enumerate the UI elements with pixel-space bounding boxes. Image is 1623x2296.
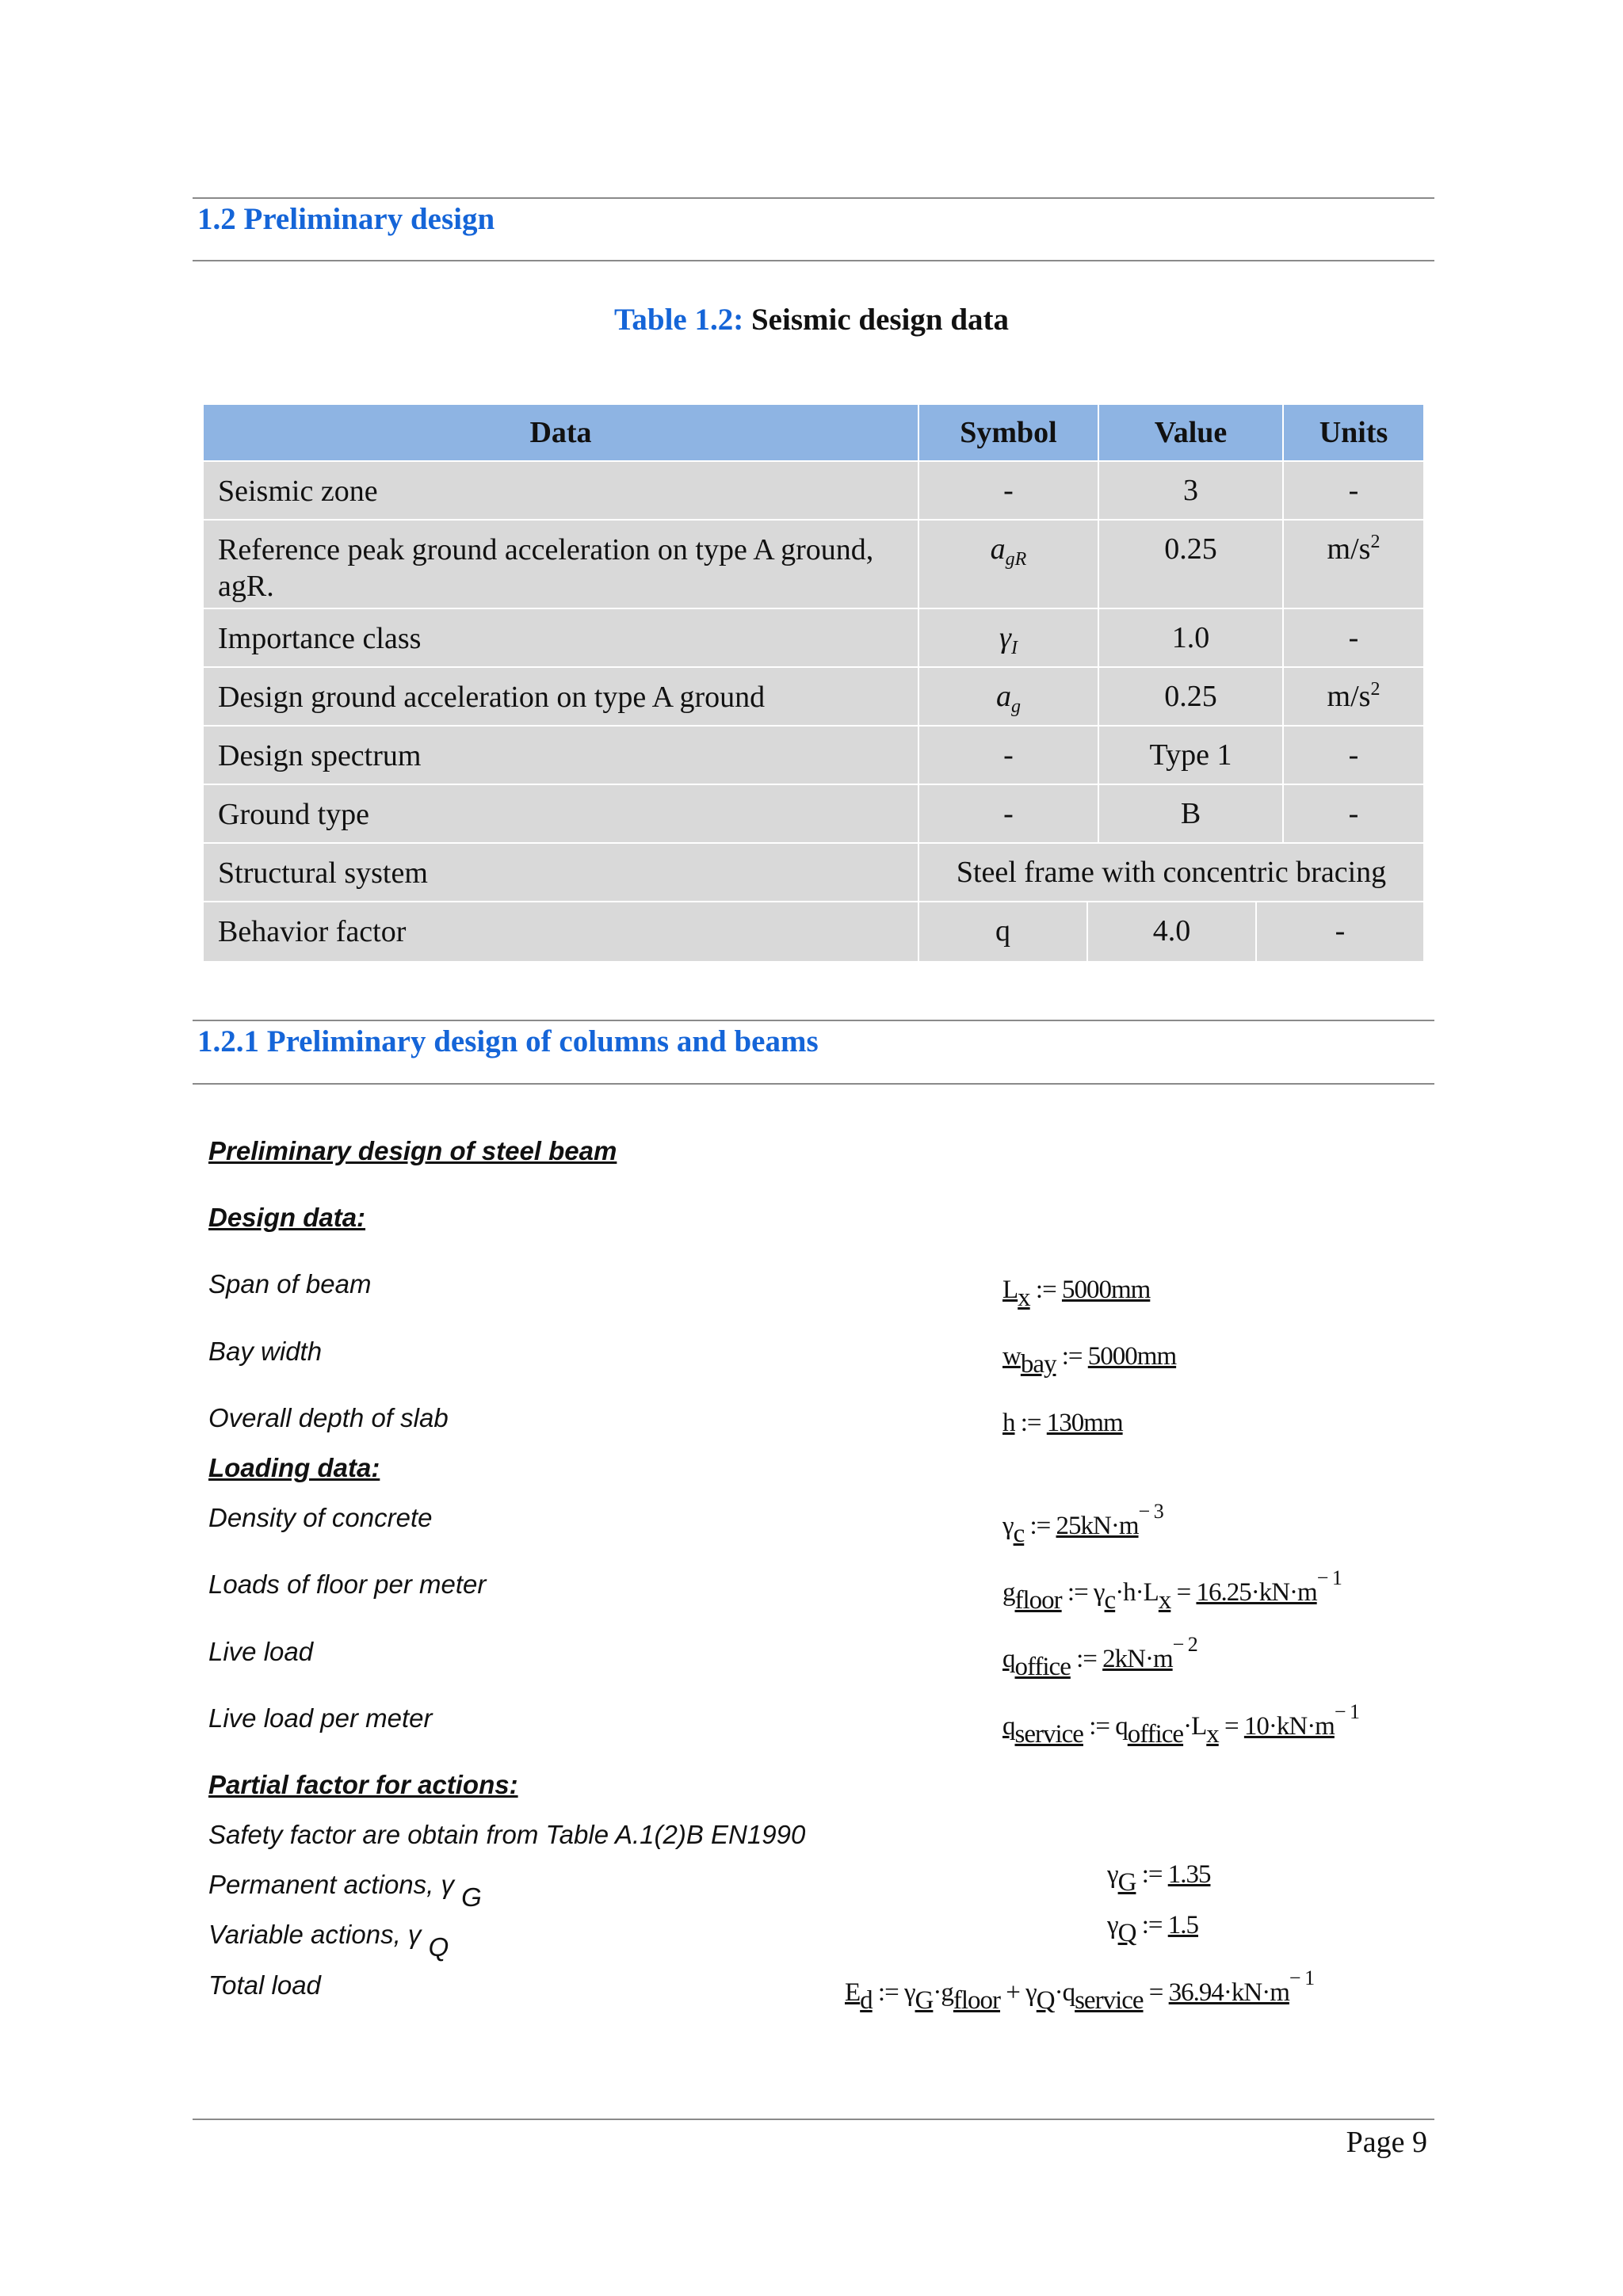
row-symbol: -: [918, 784, 1098, 843]
partial-factor-heading: Partial factor for actions:: [208, 1770, 518, 1799]
subsection-rule: [193, 1083, 1434, 1085]
row-value: B: [1098, 784, 1283, 843]
subsection-title: 1.2.1 Preliminary design of columns and beams: [197, 1024, 819, 1058]
row-value: 0.25: [1098, 520, 1283, 608]
bay-label: Bay width: [208, 1337, 323, 1366]
top-rule: [193, 197, 1434, 199]
row-data: Reference peak ground acceleration on type A ground, agR.: [203, 520, 918, 608]
header-symbol: Symbol: [918, 404, 1098, 461]
header-data: Data: [203, 404, 918, 461]
table-row: [203, 843, 1424, 902]
table-row: [203, 520, 1424, 608]
live-per-meter-label: Live load per meter: [208, 1703, 433, 1733]
table-caption-label: Table 1.2:: [613, 303, 744, 337]
row-data: Seismic zone: [203, 461, 918, 520]
header-value: Value: [1098, 404, 1283, 461]
loading-heading: Loading data:: [208, 1453, 380, 1482]
row-symbol: $a_{gR}$: [918, 520, 1098, 608]
table-row: [203, 461, 1424, 520]
eq-live: qoffice := $2kN\cdot m^{- 2}$: [1002, 1633, 1197, 1681]
eq-bay: wbay := 5000mm: [1002, 1342, 1177, 1379]
row-data: Design ground acceleration on type A ground: [203, 667, 918, 726]
row-units: -: [1335, 914, 1346, 948]
row-symbol: q: [919, 902, 1088, 961]
variable-label: Variable actions, γ $_Q$: [208, 1920, 449, 1962]
page-footer: [1346, 2125, 1427, 2160]
row-units: -: [1283, 784, 1424, 843]
row-merged-value: Steel frame with concentric bracing: [918, 843, 1424, 902]
page-number: 9: [1412, 2126, 1427, 2159]
eq-floor: gfloor := $\gamma c\cdot h\cdot Lx = 16.25\cdot kN\cdot m^{- 1}$: [1002, 1566, 1342, 1615]
row-units: -: [1283, 608, 1424, 667]
row-symbol: $a_g$: [918, 667, 1098, 726]
permanent-label: Permanent actions, γ $_G$: [208, 1870, 482, 1912]
seismic-data-table: [202, 403, 1425, 963]
eq-density: γc := $25kN\cdot m^{- 3}$: [1002, 1500, 1163, 1548]
row-value: 4.0: [1088, 902, 1257, 961]
row-value: 3: [1098, 461, 1283, 520]
row-data: Behavior factor: [203, 902, 918, 962]
slab-label: Overall depth of slab: [208, 1403, 449, 1432]
table-row: [203, 784, 1424, 843]
row-units: $m/s^2$: [1283, 520, 1424, 608]
row-symbol: -: [918, 726, 1098, 784]
table-row: [203, 726, 1424, 784]
table-header-row: [203, 404, 1424, 461]
table-row: [203, 608, 1424, 667]
table-row: [203, 667, 1424, 726]
total-label: Total load: [208, 1970, 321, 2000]
calc-title: Preliminary design of steel beam: [208, 1136, 617, 1165]
eq-live-per-meter: qservice := qoffice·Lx = $10\cdot kN\cdot m^{- 1}$: [1002, 1700, 1360, 1749]
row-symbol: -: [918, 461, 1098, 520]
table-caption-text: Seismic design data: [750, 303, 1010, 337]
eq-gamma-q: γQ := 1.5: [1107, 1911, 1198, 1947]
design-data-heading: Design data:: [208, 1203, 366, 1232]
eq-span: Lx := 5000mm: [1002, 1276, 1151, 1312]
row-units: -: [1283, 461, 1424, 520]
page-label: Page: [1346, 2126, 1405, 2159]
row-data: Ground type: [203, 784, 918, 843]
live-label: Live load: [208, 1637, 314, 1666]
footer-rule: [193, 2119, 1434, 2120]
row-data: Design spectrum: [203, 726, 918, 784]
row-symbol: $\gamma_I$: [918, 608, 1098, 667]
row-value: 1.0: [1098, 608, 1283, 667]
subsection-top-rule: [193, 1020, 1434, 1021]
table-caption: [0, 302, 1623, 338]
safety-note: Safety factor are obtain from Table A.1(2)B EN1990: [208, 1820, 806, 1849]
row-value: 0.25: [1098, 667, 1283, 726]
eq-slab: h := 130mm: [1002, 1409, 1123, 1437]
section-rule: [193, 260, 1434, 261]
row-data: Structural system: [203, 843, 918, 902]
floor-label: Loads of floor per meter: [208, 1569, 487, 1599]
row-data: Importance class: [203, 608, 918, 667]
eq-total: Ed := γG·gfloor + γQ·qservice = $36.94\cdot kN\cdot m^{- 1}$: [845, 1966, 1315, 2015]
row-split-cells: [918, 902, 1424, 962]
header-units: Units: [1283, 404, 1424, 461]
eq-gamma-g: γG := 1.35: [1107, 1860, 1211, 1897]
row-units: -: [1283, 726, 1424, 784]
row-value: Type 1: [1098, 726, 1283, 784]
density-label: Density of concrete: [208, 1503, 433, 1532]
span-label: Span of beam: [208, 1269, 372, 1299]
table-row: [203, 902, 1424, 962]
section-title: 1.2 Preliminary design: [197, 202, 495, 236]
row-units: $m/s^2$: [1283, 667, 1424, 726]
